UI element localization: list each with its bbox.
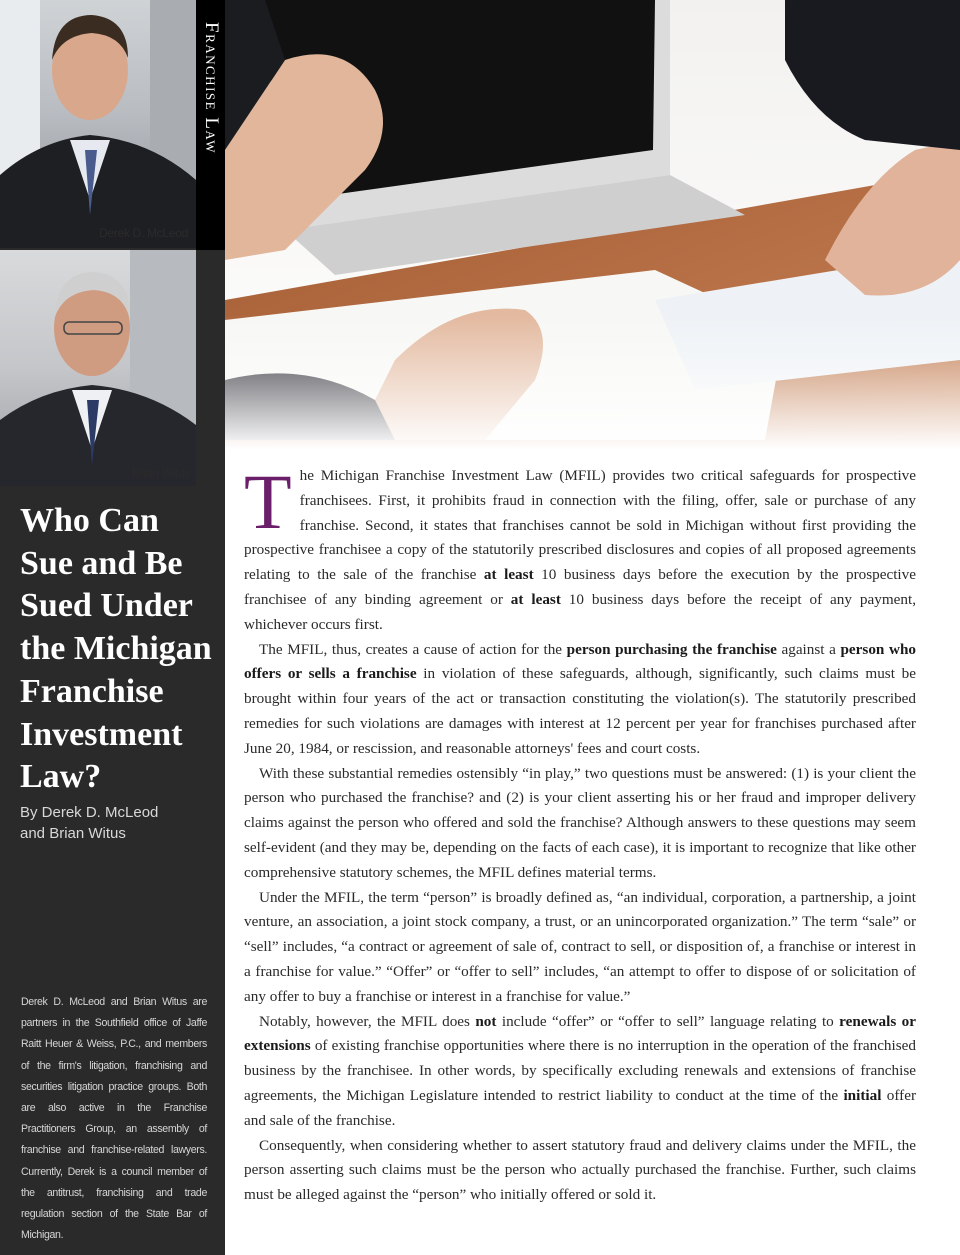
text-run: of existing franchise opportunities where there is no interruption in the operation of the franchised business by the franchisee. In other words, by specifically excluding renewals and extensions of franchise agreements, the Michigan Legislature intended to restrict liability to conduct at the time of the — [244, 1037, 916, 1104]
section-tag — [196, 0, 225, 250]
emphasis: not — [475, 1012, 497, 1030]
emphasis: renewals or extensions — [244, 1012, 916, 1055]
author-sidebar — [0, 0, 225, 1255]
text-run: Notably, however, the MFIL does — [259, 1012, 476, 1030]
article-paragraph: Consequently, when considering whether to assert statutory fraud and delivery claims under the MFIL, the person asserting such claims must be the person who actually purchased the franchise. Further, such claims must be alleged against the “person” who initially offered or sold it. — [244, 1136, 916, 1204]
portrait-illustration — [0, 250, 196, 486]
emphasis: initial — [843, 1086, 882, 1104]
article-paragraph: With these substantial remedies ostensibly “in play,” two questions must be answered: (1) is your client the person who purchased the franchise? and (2) is your client asserting his or her fraud and improper delivery claims against the person who offered and sold the franchise? Although answers to these questions may seem self-evident (and they may be, depending on the facts of each case), it is important to recognize that like other comprehensive statutory schemes, the MFIL defines material terms. — [244, 764, 916, 881]
article-paragraph — [244, 458, 916, 638]
emphasis: at least — [510, 590, 561, 608]
author-photo-mcleod — [0, 0, 196, 248]
author-photo-witus — [0, 250, 196, 486]
text-run: he Michigan Franchise Investment Law (MFIL) provides two critical safeguards for prospective franchisees. First, it prohibits fraud in connection with the filing, offer, sale or purchase of any franchise. Second, it states that franchises cannot be sold in Michigan without first providing the prospective franchisee a copy of the statutorily prescribed disclosures and copies of all proposed agreements relating to the sale of the franchise — [244, 467, 916, 584]
emphasis: person purchasing the franchise — [566, 640, 777, 658]
byline-line: and Brian Witus — [20, 825, 126, 842]
drop-cap: T — [244, 458, 292, 545]
photo-caption: Derek D. McLeod — [99, 226, 188, 240]
photo-caption: Brian Witus — [131, 466, 190, 480]
text-run: 10 business days before the receipt of any payment, whichever occurs first. — [244, 590, 916, 633]
hero-photo — [225, 0, 960, 450]
text-run: include “offer” or “offer to sell” language relating to — [496, 1012, 840, 1030]
byline-line: By Derek D. McLeod — [20, 804, 159, 821]
emphasis: person who offers or sells a franchise — [244, 640, 916, 683]
emphasis: at least — [483, 566, 534, 584]
portrait-illustration — [0, 0, 196, 248]
byline — [20, 802, 220, 844]
text-run: in violation of these safeguards, although, significantly, such claims must be brought within four years of the act or transaction constituting the violation(s). The statutorily prescribed remedies for such violations are damages with interest at 12 percent per year for franchises purchased after June 20, 1984, or rescission, and reasonable attorneys' fees and court costs. — [244, 665, 916, 757]
article-paragraph — [244, 1010, 916, 1134]
text-run: The MFIL, thus, creates a cause of action for the — [259, 640, 567, 658]
section-tag-label: Franchise Law — [201, 22, 222, 155]
text-run: 10 business days before the execution by the prospective franchisee of any binding agreement or — [244, 566, 916, 608]
article-title: Who Can Sue and Be Sued Under the Michigan Franchise Investment Law? — [20, 502, 212, 796]
article-paragraph: Under the MFIL, the term “person” is broadly defined as, “an individual, corporation, a partnership, a joint venture, an association, a joint stock company, a trust, or an unincorporated organization.” The term “sale” or “sell” includes, “a contract or agreement of sale of, contract to sell, or disposition of, a franchise or interest in a franchise for value.” “Offer” or “offer to sell” includes, “an attempt to offer to dispose of or solicitation of any offer to buy a franchise or interest in a franchise for value.” — [244, 888, 916, 1005]
text-run: offer and sale of the franchise. — [244, 1086, 917, 1129]
text-run: against a — [776, 640, 841, 658]
author-bio: Derek D. McLeod and Brian Witus are partners in the Southfield office of Jaffe Raitt Heuer & Weiss, P.C., and members of the firm's litigation, franchising and securities litigation practice groups. Both are also active in the Franchise Practitioners Group, an assembly of franchise and franchise-related lawyers. Currently, Derek is a council member of the antitrust, franchising and trade regulation section of the State Bar of Michigan. — [21, 996, 207, 1242]
article-paragraph — [244, 638, 916, 762]
handshake-meeting-illustration — [225, 0, 960, 450]
article-body — [244, 458, 917, 1208]
